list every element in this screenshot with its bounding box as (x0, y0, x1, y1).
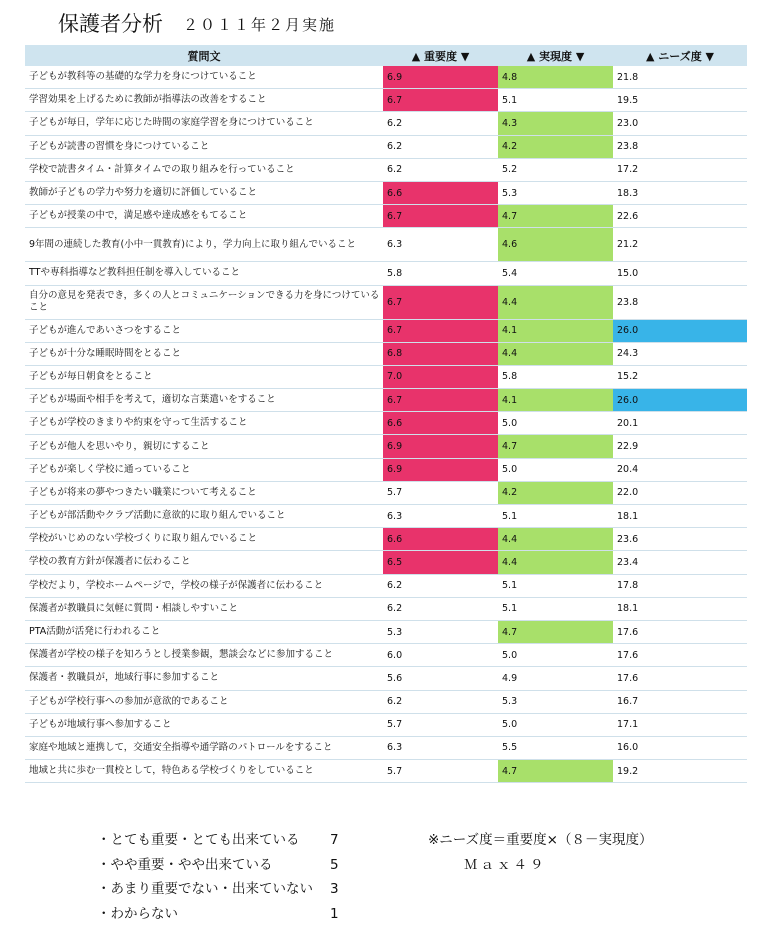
rating-scale-legend (97, 828, 339, 926)
importance-cell: 6.3 (383, 736, 498, 759)
importance-cell: 7.0 (383, 365, 498, 388)
needs-cell: 17.6 (613, 667, 747, 690)
header-needs: ▲ ニーズ度 ▼ (613, 45, 747, 66)
importance-cell: 5.7 (383, 713, 498, 736)
importance-cell: 5.6 (383, 667, 498, 690)
table-row (25, 158, 747, 181)
question-cell: 保護者・教職員が，地域行事に参加すること (25, 667, 383, 690)
table-row (25, 620, 747, 643)
page-title: 保護者分析 (58, 12, 163, 36)
question-cell: 子どもが場面や相手を考えて，適切な言葉遣いをすること (25, 389, 383, 412)
importance-cell: 6.9 (383, 458, 498, 481)
realization-cell: 5.0 (498, 412, 613, 435)
importance-cell: 6.9 (383, 435, 498, 458)
needs-cell: 17.6 (613, 620, 747, 643)
needs-cell: 22.6 (613, 205, 747, 228)
needs-cell: 15.2 (613, 365, 747, 388)
question-cell: 学校だより，学校ホームページで，学校の様子が保護者に伝わること (25, 574, 383, 597)
question-cell: 子どもが地域行事へ参加すること (25, 713, 383, 736)
table-row (25, 644, 747, 667)
question-cell: 子どもが学校のきまりや約束を守って生活すること (25, 412, 383, 435)
table-row (25, 481, 747, 504)
table-row (25, 66, 747, 89)
table-row (25, 342, 747, 365)
needs-cell: 23.4 (613, 551, 747, 574)
max-text: Ｍａｘ４９ (464, 856, 547, 873)
question-cell: 子どもが部活動やクラブ活動に意欲的に取り組んでいること (25, 505, 383, 528)
legend-value: 5 (330, 856, 339, 873)
table-row (25, 528, 747, 551)
table-row (25, 365, 747, 388)
table-row (25, 435, 747, 458)
needs-cell: 23.8 (613, 285, 747, 319)
question-cell: 地域と共に歩む一貫校として，特色ある学校づくりをしていること (25, 760, 383, 783)
question-cell: 保護者が学校の様子を知ろうとし授業参観，懇談会などに参加すること (25, 644, 383, 667)
legend-item (97, 853, 339, 878)
realization-cell: 5.3 (498, 181, 613, 204)
table-row (25, 228, 747, 262)
needs-cell: 20.1 (613, 412, 747, 435)
legend-label: ・あまり重要でない・出来ていない (97, 881, 313, 897)
table-row (25, 736, 747, 759)
realization-cell: 4.1 (498, 389, 613, 412)
question-cell: 子どもが楽しく学校に通っていること (25, 458, 383, 481)
importance-cell: 6.2 (383, 112, 498, 135)
question-cell: TTや専科指導など教科担任制を導入していること (25, 262, 383, 285)
realization-cell: 4.4 (498, 551, 613, 574)
importance-cell: 6.6 (383, 181, 498, 204)
needs-cell: 23.8 (613, 135, 747, 158)
legend-label: ・わからない (97, 905, 178, 922)
realization-cell: 5.1 (498, 89, 613, 112)
importance-cell: 6.8 (383, 342, 498, 365)
table-row (25, 551, 747, 574)
legend-item (97, 902, 339, 926)
importance-cell: 6.5 (383, 551, 498, 574)
table-row (25, 181, 747, 204)
table-row (25, 89, 747, 112)
question-cell: 子どもが他人を思いやり，親切にすること (25, 435, 383, 458)
importance-cell: 6.9 (383, 66, 498, 89)
table-row (25, 112, 747, 135)
realization-cell: 5.1 (498, 574, 613, 597)
question-cell: PTA活動が活発に行われること (25, 620, 383, 643)
table-row (25, 667, 747, 690)
needs-cell: 23.0 (613, 112, 747, 135)
table-row (25, 713, 747, 736)
realization-cell: 5.0 (498, 644, 613, 667)
table-header-row (25, 45, 747, 66)
legend-label: ・とても重要・とても出来ている (97, 832, 300, 848)
realization-cell: 4.4 (498, 528, 613, 551)
importance-cell: 5.8 (383, 262, 498, 285)
needs-cell: 21.8 (613, 66, 747, 89)
realization-cell: 4.2 (498, 135, 613, 158)
importance-cell: 6.3 (383, 228, 498, 262)
legend-value: 1 (330, 905, 339, 922)
table-row (25, 389, 747, 412)
needs-cell: 26.0 (613, 389, 747, 412)
importance-cell: 5.7 (383, 481, 498, 504)
table-row (25, 412, 747, 435)
table-row (25, 135, 747, 158)
importance-cell: 6.7 (383, 389, 498, 412)
realization-cell: 4.7 (498, 435, 613, 458)
importance-cell: 6.2 (383, 690, 498, 713)
question-cell: 子どもが毎日，学年に応じた時間の家庭学習を身につけていること (25, 112, 383, 135)
importance-cell: 5.3 (383, 620, 498, 643)
realization-cell: 5.2 (498, 158, 613, 181)
survey-date: ２０１１年２月実施 (183, 16, 337, 34)
table-row (25, 205, 747, 228)
realization-cell: 5.1 (498, 505, 613, 528)
legend-value: 7 (330, 832, 339, 848)
table-row (25, 458, 747, 481)
header-importance: ▲ 重要度 ▼ (383, 45, 498, 66)
importance-cell: 6.3 (383, 505, 498, 528)
question-cell: 子どもが将来の夢やつきたい職業について考えること (25, 481, 383, 504)
realization-cell: 4.2 (498, 481, 613, 504)
question-cell: 子どもが毎日朝食をとること (25, 365, 383, 388)
question-cell: 子どもが読書の習慣を身につけていること (25, 135, 383, 158)
realization-cell: 5.1 (498, 597, 613, 620)
needs-cell: 26.0 (613, 319, 747, 342)
question-cell: 保護者が教職員に気軽に質問・相談しやすいこと (25, 597, 383, 620)
importance-cell: 6.2 (383, 574, 498, 597)
question-cell: 9年間の連続した教育(小中一貫教育)により，学力向上に取り組んでいること (25, 228, 383, 262)
needs-cell: 17.1 (613, 713, 747, 736)
realization-cell: 5.3 (498, 690, 613, 713)
needs-cell: 22.0 (613, 481, 747, 504)
legend-label: ・やや重要・やや出来ている (97, 856, 273, 873)
header-question: 質問文 (25, 45, 383, 66)
needs-cell: 19.2 (613, 760, 747, 783)
realization-cell: 4.4 (498, 285, 613, 319)
table-row (25, 262, 747, 285)
question-cell: 子どもが十分な睡眠時間をとること (25, 342, 383, 365)
table-row (25, 574, 747, 597)
realization-cell: 5.0 (498, 713, 613, 736)
table-row (25, 505, 747, 528)
realization-cell: 4.1 (498, 319, 613, 342)
legend-item (97, 877, 339, 902)
importance-cell: 6.7 (383, 285, 498, 319)
importance-cell: 6.7 (383, 89, 498, 112)
needs-cell: 20.4 (613, 458, 747, 481)
realization-cell: 4.7 (498, 205, 613, 228)
importance-cell: 6.6 (383, 412, 498, 435)
importance-cell: 6.7 (383, 205, 498, 228)
table-row (25, 285, 747, 319)
needs-cell: 18.3 (613, 181, 747, 204)
survey-table (25, 45, 747, 783)
question-cell: 子どもが授業の中で，満足感や達成感をもてること (25, 205, 383, 228)
importance-cell: 6.2 (383, 597, 498, 620)
needs-cell: 18.1 (613, 597, 747, 620)
table-row (25, 319, 747, 342)
needs-cell: 17.6 (613, 644, 747, 667)
realization-cell: 4.7 (498, 620, 613, 643)
question-cell: 教師が子どもの学力や努力を適切に評価していること (25, 181, 383, 204)
realization-cell: 4.6 (498, 228, 613, 262)
table-row (25, 597, 747, 620)
realization-cell: 4.8 (498, 66, 613, 89)
needs-cell: 22.9 (613, 435, 747, 458)
table-row (25, 690, 747, 713)
needs-cell: 15.0 (613, 262, 747, 285)
question-cell: 学校がいじめのない学校づくりに取り組んでいること (25, 528, 383, 551)
table-row (25, 760, 747, 783)
question-cell: 子どもが学校行事への参加が意欲的であること (25, 690, 383, 713)
importance-cell: 6.2 (383, 135, 498, 158)
needs-cell: 24.3 (613, 342, 747, 365)
realization-cell: 4.4 (498, 342, 613, 365)
needs-cell: 16.0 (613, 736, 747, 759)
question-cell: 学習効果を上げるために教師が指導法の改善をすること (25, 89, 383, 112)
realization-cell: 5.0 (498, 458, 613, 481)
realization-cell: 4.3 (498, 112, 613, 135)
needs-formula-note (428, 828, 652, 877)
realization-cell: 5.8 (498, 365, 613, 388)
realization-cell: 5.4 (498, 262, 613, 285)
needs-cell: 17.8 (613, 574, 747, 597)
needs-cell: 16.7 (613, 690, 747, 713)
importance-cell: 6.7 (383, 319, 498, 342)
needs-cell: 19.5 (613, 89, 747, 112)
needs-cell: 23.6 (613, 528, 747, 551)
realization-cell: 4.9 (498, 667, 613, 690)
question-cell: 自分の意見を発表でき，多くの人とコミュニケーションできる力を身につけていること (25, 285, 383, 319)
legend-item (97, 828, 339, 853)
needs-cell: 18.1 (613, 505, 747, 528)
question-cell: 子どもが教科等の基礎的な学力を身につけていること (25, 66, 383, 89)
needs-cell: 17.2 (613, 158, 747, 181)
importance-cell: 6.2 (383, 158, 498, 181)
realization-cell: 4.7 (498, 760, 613, 783)
needs-cell: 21.2 (613, 228, 747, 262)
importance-cell: 6.0 (383, 644, 498, 667)
formula-text: ※ニーズ度＝重要度×（８－実現度） (428, 832, 653, 848)
question-cell: 学校で読書タイム・計算タイムでの取り組みを行っていること (25, 158, 383, 181)
question-cell: 子どもが進んであいさつをすること (25, 319, 383, 342)
question-cell: 家庭や地域と連携して，交通安全指導や通学路のパトロールをすること (25, 736, 383, 759)
importance-cell: 6.6 (383, 528, 498, 551)
importance-cell: 5.7 (383, 760, 498, 783)
legend-value: 3 (330, 881, 339, 897)
realization-cell: 5.5 (498, 736, 613, 759)
question-cell: 学校の教育方針が保護者に伝わること (25, 551, 383, 574)
header-realization: ▲ 実現度 ▼ (498, 45, 613, 66)
